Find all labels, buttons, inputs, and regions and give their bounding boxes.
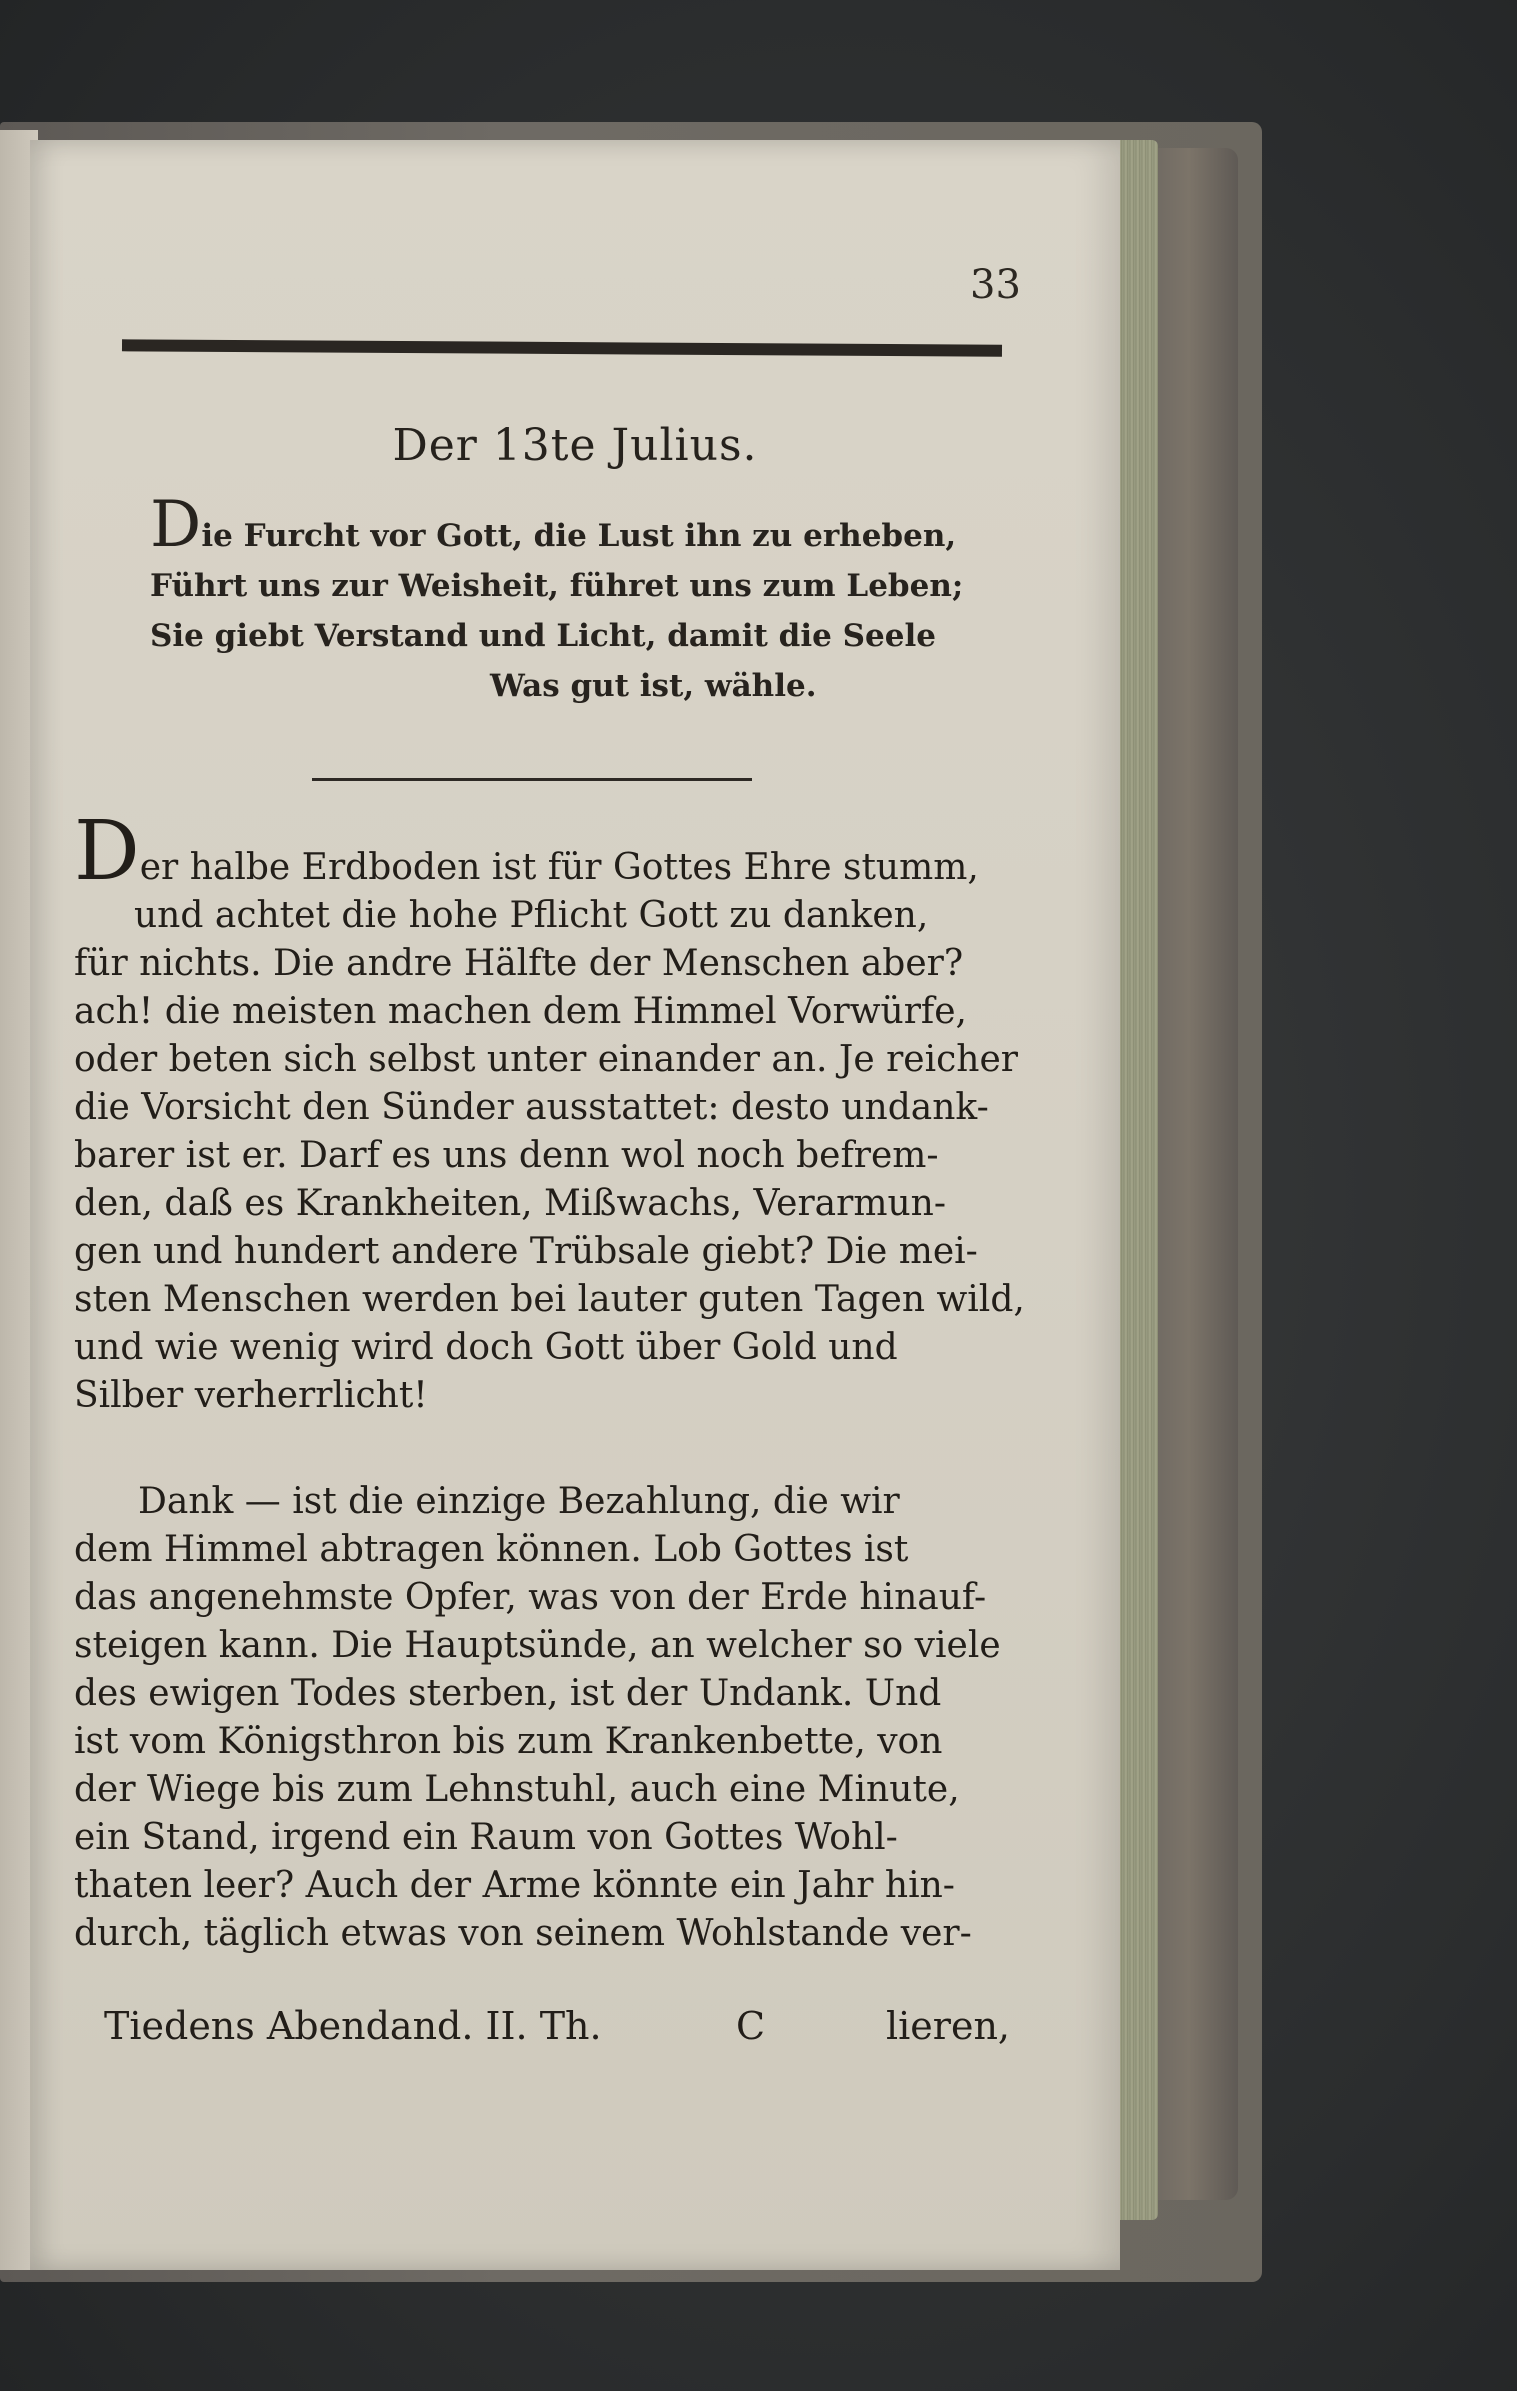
text-line: und achtet die hohe Pflicht Gott zu danken, [134, 895, 929, 936]
text-line: sten Menschen werden bei lauter guten Tagen wild, [74, 1279, 1025, 1320]
text-line: Dank — ist die einzige Bezahlung, die wir [138, 1481, 900, 1522]
text-line: ach! die meisten machen dem Himmel Vorwürfe, [74, 991, 967, 1032]
text-line: ein Stand, irgend ein Raum von Gottes Wohl- [74, 1817, 898, 1858]
catchword: lieren, [886, 2004, 1011, 2048]
text-line: ist vom Königsthron bis zum Krankenbette, von [74, 1721, 943, 1762]
verse-line: Die Furcht vor Gott, die Lust ihn zu erheben, [150, 488, 957, 562]
verse-line: Sie giebt Verstand und Licht, damit die Seele [150, 618, 936, 654]
text-line: Der halbe Erdboden ist für Gottes Ehre stumm, [74, 804, 979, 899]
text-line: die Vorsicht den Sünder ausstattet: desto undank- [74, 1087, 989, 1128]
text-line: steigen kann. Die Hauptsünde, an welcher so viele [74, 1625, 1001, 1666]
signature-mark: C [736, 2004, 766, 2048]
text-line: den, daß es Krankheiten, Mißwachs, Verarmun- [74, 1183, 947, 1224]
separator-rule [312, 778, 752, 781]
text-line: Silber verherrlicht! [74, 1375, 428, 1416]
verse-line: Was gut ist, wähle. [490, 668, 817, 704]
signature-line: Tiedens Abendand. II. Th. [104, 2004, 602, 2048]
page-number: 33 [970, 262, 1021, 308]
text-line: des ewigen Todes sterben, ist der Undank. Und [74, 1673, 942, 1714]
verse-line: Führt uns zur Weisheit, führet uns zum Leben; [150, 568, 964, 604]
text-line: und wie wenig wird doch Gott über Gold und [74, 1327, 898, 1368]
text-line: gen und hundert andere Trübsale giebt? Die mei- [74, 1231, 978, 1272]
text-line: barer ist er. Darf es uns denn wol noch befrem- [74, 1135, 939, 1176]
text-line: thaten leer? Auch der Arme könnte ein Jahr hin- [74, 1865, 955, 1906]
text-line: oder beten sich selbst unter einander an. Je reicher [74, 1039, 1018, 1080]
text-line: für nichts. Die andre Hälfte der Menschen aber? [74, 943, 964, 984]
paragraph-1 [74, 804, 1025, 1420]
text-line: das angenehmste Opfer, was von der Erde hinauf- [74, 1577, 987, 1618]
verse-block [150, 488, 964, 711]
text-line: der Wiege bis zum Lehnstuhl, auch eine Minute, [74, 1769, 960, 1810]
paragraph-2 [74, 1478, 1024, 1958]
text-line: durch, täglich etwas von seinem Wohlstande ver- [74, 1913, 972, 1954]
text-line: dem Himmel abtragen können. Lob Gottes ist [74, 1529, 909, 1570]
page-heading: Der 13te Julius. [392, 420, 758, 471]
